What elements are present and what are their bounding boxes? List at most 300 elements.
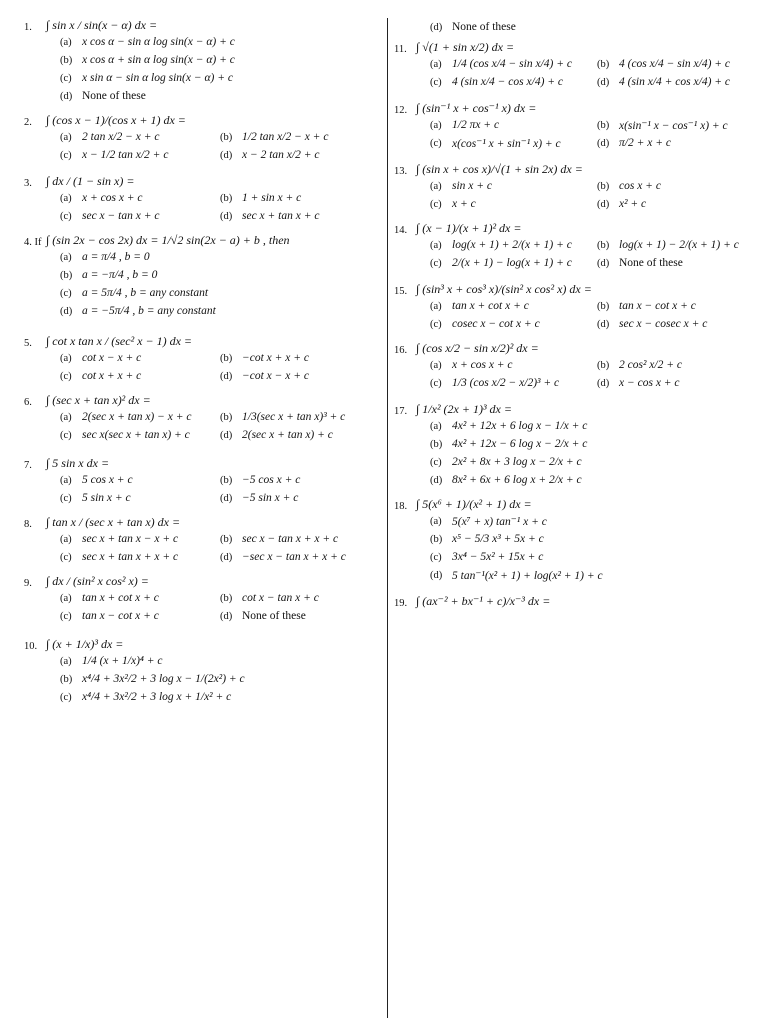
option-expression: −cot x + x + c [242,352,310,364]
option [430,300,597,312]
option [597,198,764,210]
option-label: (b) [220,131,233,143]
options-row [60,189,380,207]
option [60,673,380,685]
option [597,257,764,269]
option-expression: x − 2 tan x/2 + c [242,149,320,161]
option-expression: x⁵ − 5/3 x³ + 5x + c [452,533,544,545]
question-stem [24,174,380,189]
option [60,149,220,161]
option-expression: a = −5π/4 , b = any constant [82,305,216,317]
options [60,652,380,706]
question-expression: ∫ 1/x² (2x + 1)³ dx = [416,402,512,416]
option-label: (c) [60,691,72,703]
option [60,610,220,622]
options-row [430,435,764,453]
options-row [430,116,764,134]
options-row [60,349,380,367]
option [60,36,380,48]
option-expression: x + cos x + c [452,359,513,371]
option-label: (d) [597,257,610,269]
option-label: (d) [597,318,610,330]
options-row [430,471,764,489]
question-number: 6. [24,397,32,408]
question-number: 10. [24,641,38,652]
question [24,637,380,706]
option-label: (a) [430,239,442,251]
option [430,119,597,131]
option-expression: 4 (cos x/4 − sin x/4) + c [619,58,731,70]
option [430,420,764,432]
option [60,192,220,204]
option-expression: 1/2 tan x/2 − x + c [242,131,329,143]
option-expression: cos x + c [619,180,661,192]
options [430,177,764,213]
options-row [430,18,764,36]
option-expression: π/2 + x + c [619,137,671,149]
question-expression: ∫ 5 sin x dx = [46,456,110,470]
options [430,116,764,152]
question-number: 16. [394,345,408,356]
question-stem [24,334,380,349]
option [60,251,380,263]
option-expression: cosec x − cot x + c [452,318,540,330]
question [24,174,380,225]
question-expression: ∫ dx / (1 − sin x) = [46,174,135,188]
option [430,456,764,468]
option-expression: sec x − cosec x + c [619,318,708,330]
option-label: (c) [430,257,442,269]
options-row [430,548,764,566]
options [430,18,764,36]
question-expression: ∫ (x − 1)/(x + 1)² dx = [416,221,522,235]
option-expression: a = π/4 , b = 0 [82,251,150,263]
option [430,198,597,210]
options-row [60,87,380,105]
question-number: 15. [394,286,408,297]
options [60,349,380,385]
options [430,236,764,272]
options-row [60,489,380,507]
left-column [24,18,380,714]
question-stem [394,282,764,297]
option-label: (c) [430,377,442,389]
option-expression: sec x + tan x − x + c [82,533,179,545]
options [430,356,764,392]
options-row [430,356,764,374]
option-expression: x cos α − sin α log sin(x − α) + c [82,36,235,48]
options-row [60,652,380,670]
question-stem [394,162,764,177]
option-label: (c) [60,429,72,441]
column-divider [387,18,388,1018]
option-expression: cot x − x + c [82,352,142,364]
option-label: (a) [430,359,442,371]
options-row [60,33,380,51]
option [220,370,380,382]
option-label: (c) [430,456,442,468]
option [220,210,380,222]
option-expression: sec x − tan x + x + c [242,533,339,545]
question-expression: ∫ tan x / (sec x + tan x) dx = [46,515,181,529]
option-label: (a) [60,655,72,667]
option-label: (d) [597,198,610,210]
option [597,359,764,371]
option [597,137,764,149]
option-expression: −cot x − x + c [242,370,310,382]
option-label: (d) [597,137,610,149]
options-row [430,315,764,333]
option [430,514,764,528]
option-label: (b) [60,673,73,685]
option-expression: 4 (sin x/4 + cos x/4) + c [619,76,731,88]
option-label: (b) [220,474,233,486]
option-label: (c) [60,210,72,222]
option [60,90,380,102]
question-stem [394,497,764,512]
option-expression: None of these [619,257,683,269]
options-row [430,374,764,392]
option [597,180,764,192]
options [430,512,764,584]
option-label: (d) [430,474,443,486]
options-row [60,471,380,489]
question-number: 1. [24,22,32,33]
option [430,568,764,582]
question-expression: ∫ √(1 + sin x/2) dx = [416,40,515,54]
question-expression: ∫ sin x / sin(x − α) dx = [46,18,158,32]
option-label: (c) [430,551,442,563]
option-label: (a) [60,474,72,486]
option-expression: a = −π/4 , b = 0 [82,269,158,281]
option [220,131,380,143]
options-row [430,566,764,584]
option [60,492,220,504]
option [60,429,220,441]
option [220,352,380,364]
option-label: (c) [60,149,72,161]
options [60,33,380,105]
question-number: 5. [24,338,32,349]
option-expression: sin x + c [452,180,493,192]
question-expression: ∫ (sin x + cos x)/√(1 + sin 2x) dx = [416,162,583,176]
question-number: 14. [394,225,408,236]
option [60,370,220,382]
option [430,58,597,70]
question [394,282,764,333]
question-stem [394,402,764,417]
options-row [60,607,380,625]
option-label: (a) [430,420,442,432]
question-number: 3. [24,178,32,189]
options [60,189,380,225]
options [60,589,380,625]
question [24,515,380,566]
question-stem [24,515,380,530]
option-label: (d) [430,569,443,581]
option-label: (d) [220,210,233,222]
option-expression: cot x − tan x + c [242,592,319,604]
question [394,594,764,609]
option [60,210,220,222]
question-number: 19. [394,598,408,609]
option-label: (a) [430,180,442,192]
option [597,300,764,312]
options [430,417,764,489]
question-stem [394,101,764,116]
options-row [60,367,380,385]
option-expression: tan x − cot x + c [619,300,696,312]
option [220,411,380,423]
option [220,610,380,622]
option-expression: 1/3 (cos x/2 − x/2)³ + c [452,377,560,389]
option [220,429,380,441]
options-row [60,284,380,302]
question [24,393,380,444]
option [60,655,380,667]
options-row [60,426,380,444]
question-expression: ∫ (cos x − 1)/(cos x + 1) dx = [46,113,186,127]
option [430,377,597,389]
question-stem [394,40,764,55]
option [60,54,380,66]
option [430,318,597,330]
option-label: (b) [597,359,610,371]
option-expression: 4x² + 12x + 6 log x − 1/x + c [452,420,588,432]
options [60,408,380,444]
option [430,76,597,88]
option-expression: x⁴/4 + 3x²/2 + 3 log x + 1/x² + c [82,691,232,703]
option [430,21,764,33]
options-row [60,248,380,266]
option-label: (d) [220,149,233,161]
option-label: (b) [597,119,610,131]
option-label: (a) [430,58,442,70]
question-stem [24,233,380,248]
option-label: (d) [220,610,233,622]
option-label: (b) [597,300,610,312]
option-label: (d) [220,370,233,382]
options-row [430,453,764,471]
option-label: (b) [430,438,443,450]
options-row [60,548,380,566]
question-expression: ∫ cot x tan x / (sec² x − 1) dx = [46,334,193,348]
option-label: (a) [60,533,72,545]
option-label: (d) [220,551,233,563]
option-label: (a) [60,251,72,263]
options-row [430,512,764,530]
option [60,411,220,423]
question-stem [24,456,380,471]
option-label: (d) [220,429,233,441]
question-expression: ∫ (ax⁻² + bx⁻¹ + c)/x⁻³ dx = [416,594,551,608]
option [60,691,380,703]
option [597,118,764,132]
option [430,533,764,545]
option-expression: x − cos x + c [619,377,680,389]
options-row [60,302,380,320]
option-expression: 8x² + 6x + 6 log x + 2/x + c [452,474,582,486]
option [60,551,220,563]
option [430,359,597,371]
option-expression: x(cos⁻¹ x + sin⁻¹ x) + c [452,138,561,150]
option-label: (d) [60,305,73,317]
option-expression: 2(sec x + tan x) + c [242,429,333,441]
option-label: (c) [60,370,72,382]
option [220,551,380,563]
question-number: 2. [24,117,32,128]
option [60,269,380,281]
option-expression: None of these [242,610,306,622]
option [597,239,764,251]
option-label: (d) [60,90,73,102]
options-row [60,589,380,607]
options-row [430,73,764,91]
options-row [430,134,764,152]
options-row [60,530,380,548]
option-expression: x⁴/4 + 3x²/2 + 3 log x − 1/(2x²) + c [82,673,245,685]
question [394,221,764,272]
option [430,136,597,150]
option-expression: x + cos x + c [82,192,143,204]
option-expression: sec x + tan x + c [242,210,320,222]
option-expression: 5 tan⁻¹(x² + 1) + log(x² + 1) + c [452,570,603,582]
options [430,55,764,91]
option-expression: cot x + x + c [82,370,142,382]
option-label: (d) [430,21,443,33]
options [60,471,380,507]
option [220,192,380,204]
option [220,492,380,504]
option-label: (a) [430,119,442,131]
option-expression: None of these [452,21,516,33]
option-expression: −5 sin x + c [242,492,299,504]
options-row [60,408,380,426]
question-stem [24,393,380,408]
question-stem [24,113,380,128]
option [60,131,220,143]
option-expression: 2 tan x/2 − x + c [82,131,160,143]
question [394,162,764,213]
option-expression: x cos α + sin α log sin(x − α) + c [82,54,235,66]
question-stem [24,18,380,33]
question-stem [24,637,380,652]
options-row [60,266,380,284]
option [220,592,380,604]
option-label: (b) [220,533,233,545]
options-row [430,417,764,435]
options-row [60,207,380,225]
question-expression: ∫ dx / (sin² x cos² x) = [46,574,149,588]
option-expression: a = 5π/4 , b = any constant [82,287,209,299]
option-label: (b) [597,239,610,251]
option-expression: tan x + cot x + c [82,592,159,604]
question-expression: ∫ 5(x⁶ + 1)/(x² + 1) dx = [416,497,532,511]
question-stem [24,574,380,589]
question-number: 12. [394,105,408,116]
question [24,334,380,385]
option-label: (c) [60,72,72,84]
option-label: (c) [430,137,442,149]
options-row [430,254,764,272]
option-expression: 4x² + 12x − 6 log x − 2/x + c [452,438,588,450]
option-label: (b) [220,192,233,204]
option-expression: 1 + sin x + c [242,192,302,204]
question [394,18,764,36]
question [394,497,764,584]
option-label: (b) [60,269,73,281]
option [60,287,380,299]
option-expression: 5 cos x + c [82,474,133,486]
option-expression: 1/2 πx + c [452,119,500,131]
question-number: 18. [394,501,408,512]
question-number: 13. [394,166,408,177]
option-label: (c) [60,492,72,504]
option [430,438,764,450]
option-label: (b) [60,54,73,66]
question-stem [394,221,764,236]
option-label: (a) [430,300,442,312]
option-expression: x sin α − sin α log sin(x − α) + c [82,72,233,84]
question-expression: ∫ (sin⁻¹ x + cos⁻¹ x) dx = [416,101,537,115]
options-row [430,530,764,548]
options [60,128,380,164]
options-row [60,69,380,87]
option-label: (b) [220,352,233,364]
options-row [60,128,380,146]
option-expression: log(x + 1) − 2/(x + 1) + c [619,239,739,251]
option-expression: 2 cos² x/2 + c [619,359,682,371]
option-label: (d) [220,492,233,504]
option-label: (a) [430,515,442,527]
option [430,180,597,192]
option-expression: x + c [452,198,476,210]
option-expression: x − 1/2 tan x/2 + c [82,149,169,161]
option-expression: 5(x⁷ + x) tan⁻¹ x + c [452,516,547,528]
option-label: (b) [597,180,610,192]
option-label: (d) [597,76,610,88]
question [24,456,380,507]
option-expression: None of these [82,90,146,102]
option-label: (b) [430,533,443,545]
option-label: (c) [430,76,442,88]
option-expression: 2(sec x + tan x) − x + c [82,411,192,423]
option [597,58,764,70]
option-expression: 2x² + 8x + 3 log x − 2/x + c [452,456,582,468]
question [24,113,380,164]
question [394,341,764,392]
question-number: 4. If [24,237,42,248]
option-label: (a) [60,592,72,604]
option-expression: 3x⁴ − 5x² + 15x + c [452,551,544,563]
option [60,533,220,545]
option-label: (c) [60,287,72,299]
option [430,257,597,269]
option [430,551,764,563]
option-expression: tan x + cot x + c [452,300,529,312]
question [394,40,764,91]
options [60,248,380,320]
options-row [60,51,380,69]
option [60,592,220,604]
option [220,474,380,486]
question-expression: ∫ (sec x + tan x)² dx = [46,393,151,407]
option [220,533,380,545]
question [24,18,380,105]
question [394,402,764,489]
option-expression: 2/(x + 1) − log(x + 1) + c [452,257,572,269]
options-row [60,670,380,688]
